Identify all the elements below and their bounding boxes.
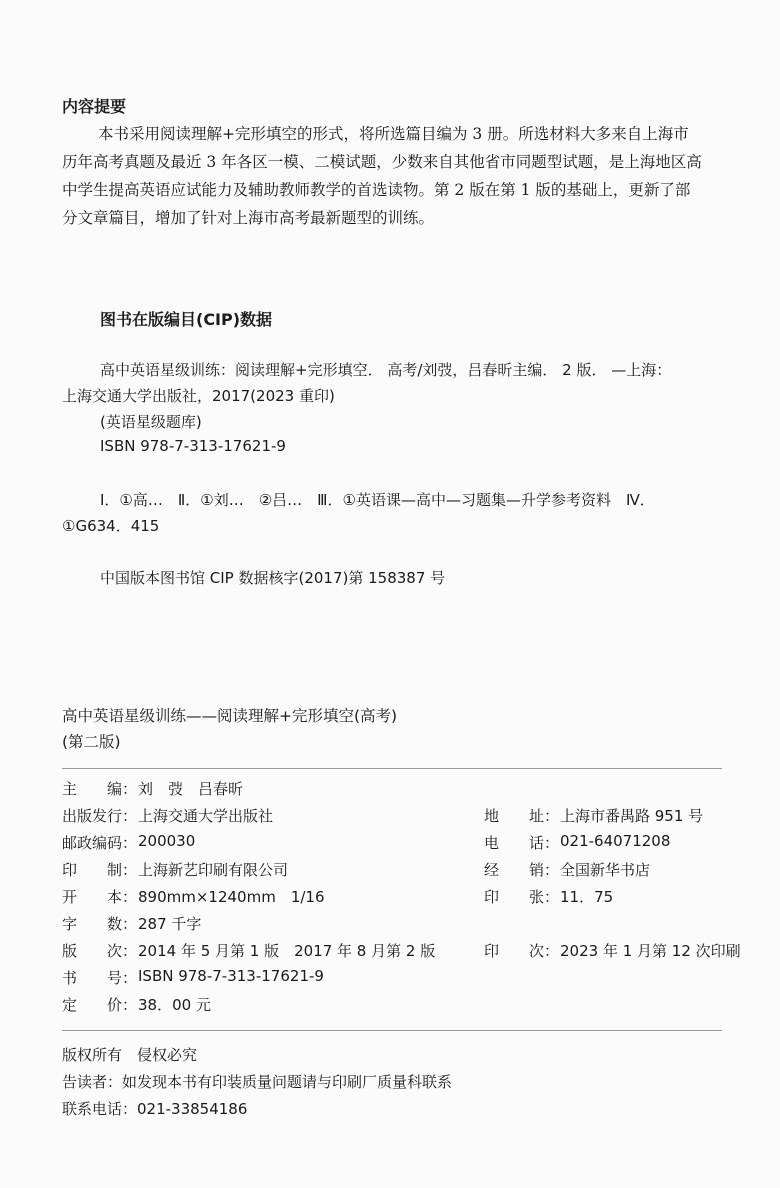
info-label: 印 张： xyxy=(484,888,560,906)
summary-line: 中学生提高英语应试能力及辅助教师教学的首选读物。第 2 版在第 1 版的基础上，更新了部 xyxy=(62,181,691,199)
book-edition: (第二版) xyxy=(62,733,121,751)
divider xyxy=(62,1030,722,1031)
cip-classification: Ⅰ．①高… Ⅱ．①刘… ②吕… Ⅲ．①英语课—高中—习题集—升学参考资料 Ⅳ． xyxy=(100,491,655,509)
info-value: 全国新华书店 xyxy=(560,861,651,879)
info-value: 200030 xyxy=(138,832,196,850)
book-title: 高中英语星级训练——阅读理解+完形填空(高考) xyxy=(62,707,398,725)
info-label: 版 次： xyxy=(62,942,138,960)
info-value: 上海交通大学出版社 xyxy=(138,807,274,825)
cip-line: 上海交通大学出版社，2017(2023 重印) xyxy=(62,387,335,405)
info-label: 出版发行： xyxy=(62,807,138,825)
info-label: 经 销： xyxy=(484,861,560,879)
info-label: 印 制： xyxy=(62,861,138,879)
info-label: 开 本： xyxy=(62,888,138,906)
summary-line: 本书采用阅读理解+完形填空的形式，将所选篇目编为 3 册。所选材料大多来自上海市 xyxy=(98,125,689,143)
info-label: 定 价： xyxy=(62,996,138,1014)
contact-phone: 联系电话：021-33854186 xyxy=(62,1100,248,1118)
info-value: 上海市番禺路 951 号 xyxy=(560,807,704,825)
info-value: 11．75 xyxy=(560,888,614,906)
cip-record: 中国版本图书馆 CIP 数据核字(2017)第 158387 号 xyxy=(100,569,446,587)
info-value: 38．00 元 xyxy=(138,996,211,1014)
info-value: 021-64071208 xyxy=(560,832,671,850)
cip-line: 高中英语星级训练：阅读理解+完形填空． 高考/刘弢，吕春昕主编． 2 版． —上海： xyxy=(100,361,672,379)
divider xyxy=(62,768,722,769)
cip-heading: 图书在版编目(CIP)数据 xyxy=(100,310,273,329)
info-value: 刘 弢 吕春昕 xyxy=(138,780,244,798)
info-label: 主 编： xyxy=(62,780,138,798)
info-label: 字 数： xyxy=(62,915,138,933)
summary-line: 历年高考真题及最近 3 年各区一模、二模试题，少数来自其他省市同题型试题，是上海地区高 xyxy=(62,153,702,171)
summary-heading: 内容提要 xyxy=(62,97,127,116)
info-value: 上海新艺印刷有限公司 xyxy=(138,861,289,879)
copyright-notice: 版权所有 侵权必究 xyxy=(62,1046,198,1064)
info-label: 地 址： xyxy=(484,807,560,825)
info-value: ISBN 978-7-313-17621-9 xyxy=(138,967,324,985)
info-value: 2014 年 5 月第 1 版 2017 年 8 月第 2 版 xyxy=(138,942,436,960)
summary-line: 分文章篇目，增加了针对上海市高考最新题型的训练。 xyxy=(62,209,435,227)
reader-notice: 告读者：如发现本书有印装质量问题请与印刷厂质量科联系 xyxy=(62,1073,453,1091)
info-value: 287 千字 xyxy=(138,915,202,933)
cip-series: (英语星级题库) xyxy=(100,413,202,431)
info-value: 890mm×1240mm 1/16 xyxy=(138,888,325,906)
info-label: 电 话： xyxy=(484,834,560,852)
cip-isbn: ISBN 978-7-313-17621-9 xyxy=(100,437,286,455)
info-label: 书 号： xyxy=(62,969,138,987)
info-label: 印 次： xyxy=(484,942,560,960)
info-value: 2023 年 1 月第 12 次印刷 xyxy=(560,942,741,960)
info-label: 邮政编码： xyxy=(62,834,138,852)
cip-classification: ①G634．415 xyxy=(62,517,160,535)
